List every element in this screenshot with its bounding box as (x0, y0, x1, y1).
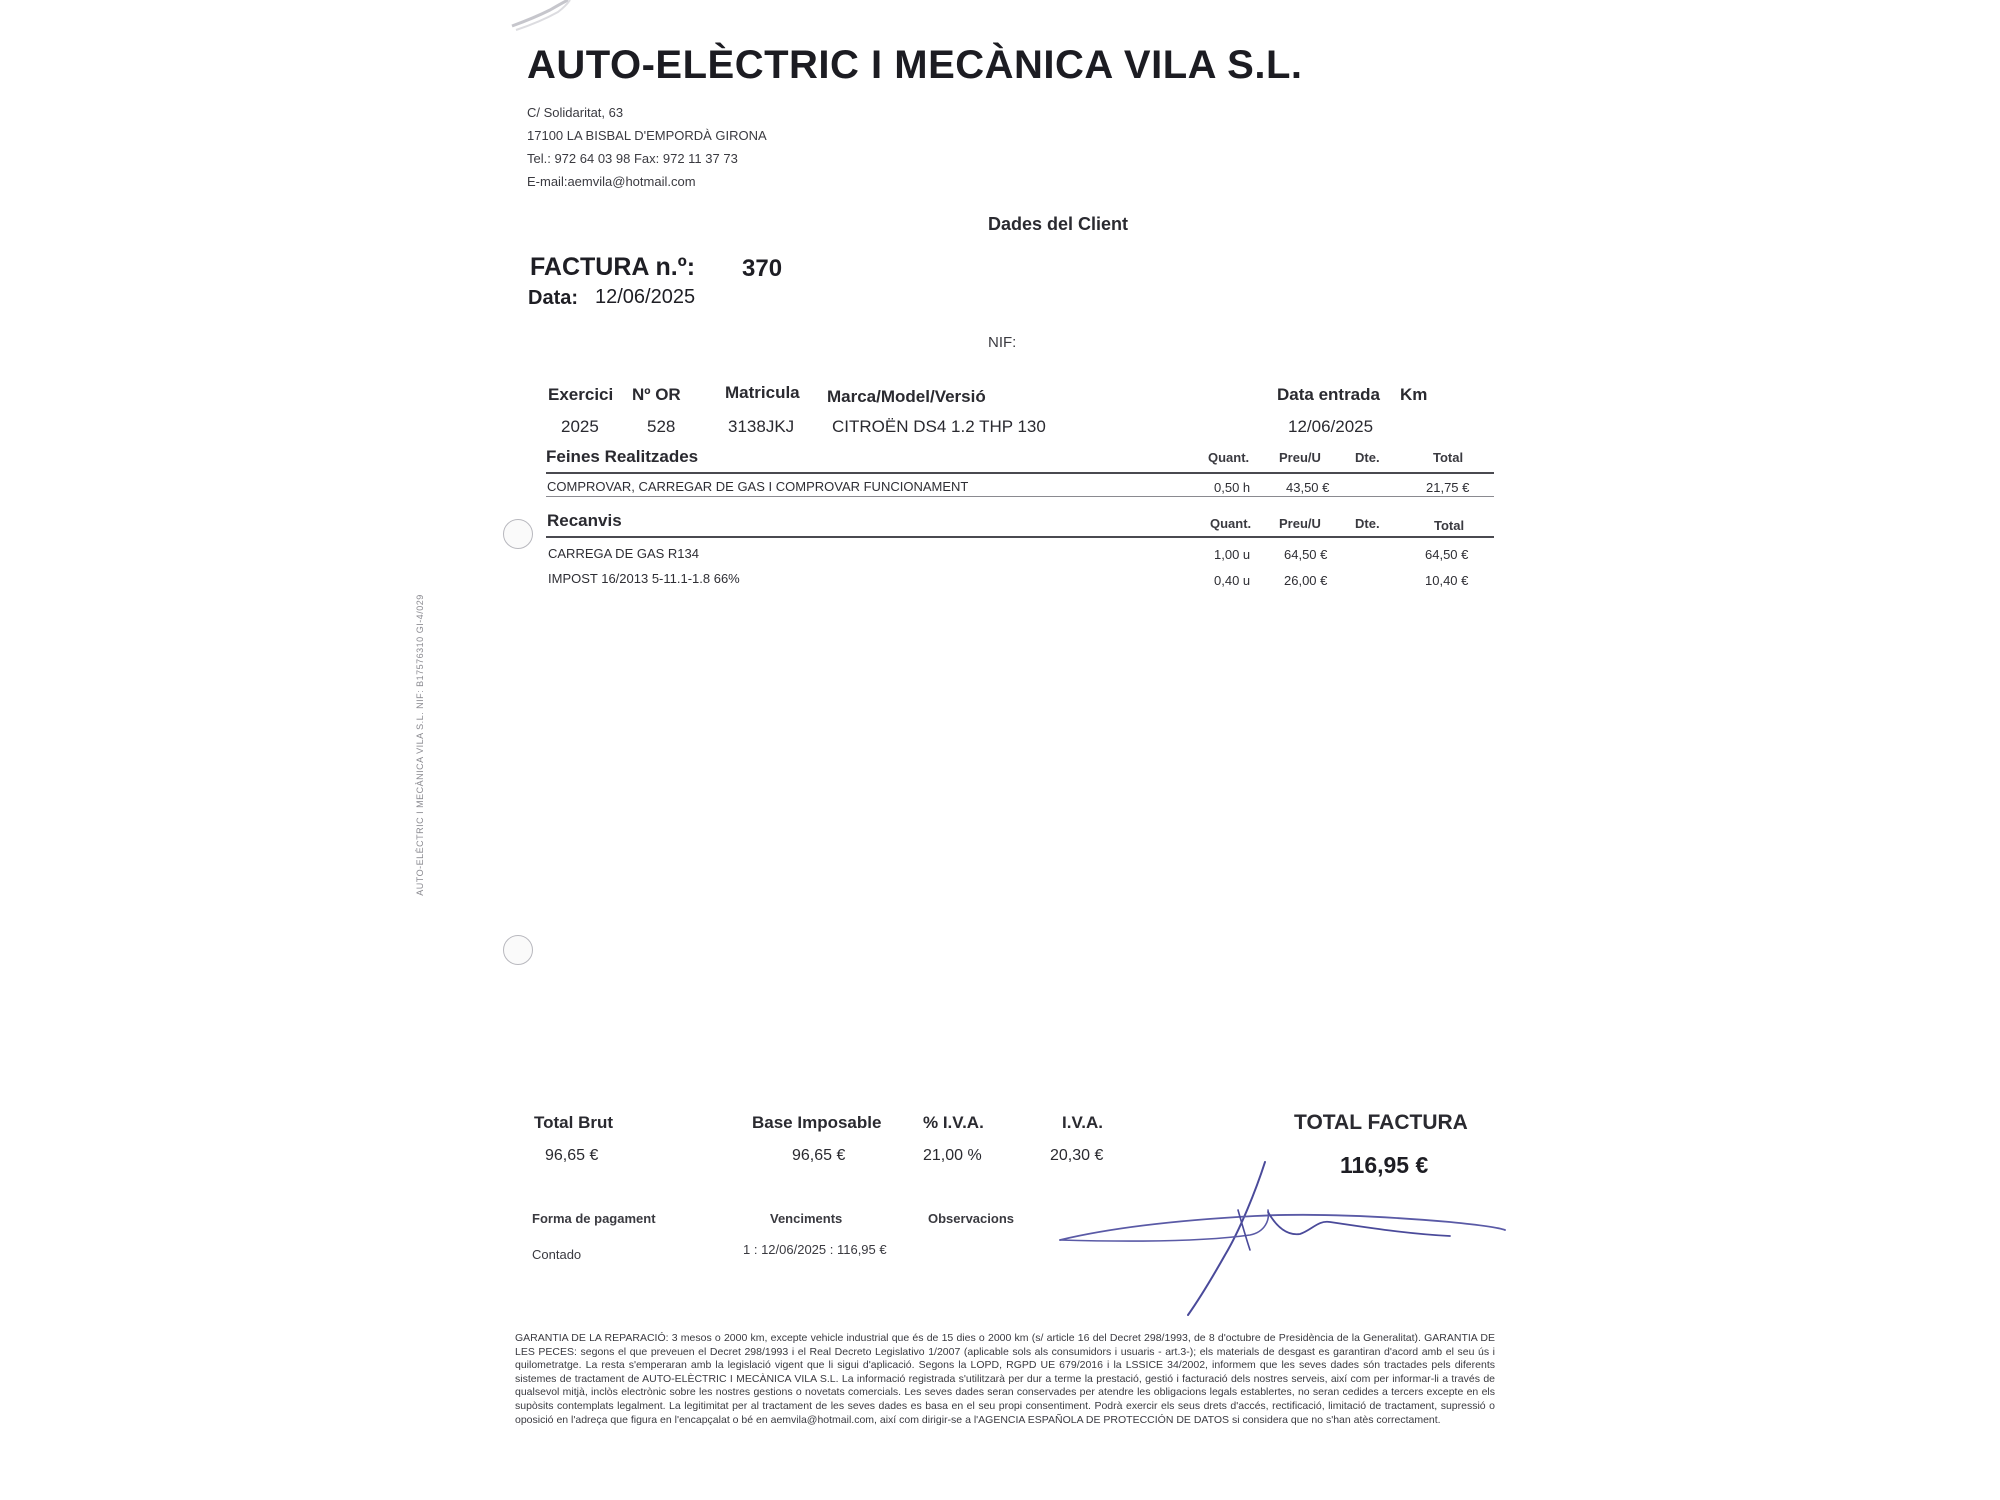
side-text-content: AUTO-ELÈCTRIC I MECÀNICA VILA S.L. NIF: B17576310 GI-4/029 (415, 594, 425, 896)
recanvis-row-total: 10,40 € (1425, 573, 1469, 588)
company-email: E-mail:aemvila@hotmail.com (527, 174, 696, 189)
iva-label: I.V.A. (1062, 1113, 1103, 1132)
invoice-number: 370 (742, 255, 783, 282)
vehicle-header-exercici: Exercici (548, 385, 614, 404)
recanvis-col-total: Total (1434, 518, 1465, 533)
legal-footer-text: GARANTIA DE LA REPARACIÓ: 3 mesos o 2000 km, excepte vehicle industrial que és de 15 dies o 2000 km (s/ article 16 del Decret 298/1993, de 8 d'octubre de Presidència de la Generalitat). GARANTIA DE LES PECES: segons el que preveuen el Decret 298/1993 i el Real Decreto Legislativo 1/2007 (aplicable sols als consumidors i usuaris - art.3-); els materials de desgast es garantiran d'acord amb el seu ús i quilometratge. La resta s'emperaran amb la legislació vigent que li sigui d'aplicació. Segons la LOPD, RGPD UE 679/2016 i la LSSICE 34/2002, informem que les seves dades són tractades pels diferents sistemes de tractament de AUTO-ELÈCTRIC I MECÀNICA VILA S.L. La informació registrada s'utilitzarà per dur a terme la prestació, gestió i facturació dels nostres serveis, així com per informar-li a través de qualsevol mitjà, inclòs electrònic sobre les nostres gestions o novetats comercials. Les seves dades seran conservades per atendre les obligacions legals establertes, no seran cedides a tercers excepte en els supòsits contemplats legalment. La legitimitat per al tractament de les seves dades es basa en el seu propi consentiment. Podrà exercir els seus drets d'accés, rectificació, limitació de tractament, supressió o oposició en l'adreça que figura en l'encapçalat o bé en aemvila@hotmail.com, així com dirigir-se a l'AGENCIA ESPAÑOLA DE PROTECCIÓN DE DATOS si considera que no s'han atès correctament. (515, 1332, 1495, 1426)
recanvis-header-rule (546, 536, 1494, 538)
vehicle-header-marca: Marca/Model/Versió (827, 387, 986, 406)
company-phone: Tel.: 972 64 03 98 Fax: 972 11 37 73 (527, 151, 738, 166)
vehicle-data-entrada: 12/06/2025 (1288, 417, 1374, 436)
recanvis-row-description: IMPOST 16/2013 5-11.1-1.8 66% (548, 571, 740, 586)
observacions-label: Observacions (928, 1211, 1014, 1226)
feines-row-rule (546, 496, 1494, 497)
invoice-number-label: FACTURA n.º: (530, 253, 696, 281)
iva-value: 20,30 € (1050, 1147, 1104, 1164)
feines-row-quant: 0,50 h (1214, 480, 1251, 495)
company-address-line1: C/ Solidaritat, 63 (527, 105, 624, 120)
vehicle-exercici: 2025 (561, 417, 599, 436)
recanvis-row-total: 64,50 € (1425, 547, 1469, 562)
recanvis-row-preu: 26,00 € (1284, 573, 1328, 588)
feines-title: Feines Realitzades (546, 447, 699, 466)
venciments-value: 1 : 12/06/2025 : 116,95 € (743, 1242, 887, 1257)
vehicle-header-matricula: Matricula (725, 383, 800, 402)
vehicle-header-data-entrada: Data entrada (1277, 385, 1380, 404)
recanvis-row-quant: 1,00 u (1214, 547, 1251, 562)
recanvis-row-preu: 64,50 € (1284, 547, 1328, 562)
feines-col-dte: Dte. (1355, 450, 1380, 465)
forma-pagament-label: Forma de pagament (532, 1211, 656, 1226)
signature (1050, 1150, 1510, 1320)
corner-fold-mark (510, 0, 600, 32)
invoice-date: 12/06/2025 (595, 286, 696, 308)
feines-header-rule (546, 472, 1494, 474)
feines-row-description: COMPROVAR, CARREGAR DE GAS I COMPROVAR FUNCIONAMENT (547, 479, 969, 494)
invoice-date-label: Data: (528, 287, 579, 309)
base-imposable-value: 96,65 € (792, 1147, 846, 1164)
feines-col-preu: Preu/U (1279, 450, 1321, 465)
vehicle-nor: 528 (647, 417, 676, 436)
feines-col-total: Total (1433, 450, 1464, 465)
punch-hole-top (503, 519, 533, 549)
recanvis-col-preu: Preu/U (1279, 516, 1321, 531)
iva-percent-value: 21,00 % (923, 1147, 982, 1164)
vehicle-matricula: 3138JKJ (728, 417, 795, 436)
feines-row-preu: 43,50 € (1286, 480, 1330, 495)
vehicle-marca: CITROËN DS4 1.2 THP 130 (832, 417, 1046, 436)
client-nif-label: NIF: (988, 334, 1017, 351)
total-factura-label: TOTAL FACTURA (1294, 1111, 1468, 1134)
company-name: AUTO-ELÈCTRIC I MECÀNICA VILA S.L. (527, 43, 1303, 87)
punch-hole-bottom (503, 935, 533, 965)
feines-col-quant: Quant. (1208, 450, 1250, 465)
feines-row-total: 21,75 € (1426, 480, 1470, 495)
forma-pagament-value: Contado (532, 1247, 582, 1262)
iva-percent-label: % I.V.A. (923, 1113, 984, 1132)
venciments-label: Venciments (770, 1211, 843, 1226)
vehicle-header-nor: Nº OR (632, 385, 681, 404)
recanvis-title: Recanvis (547, 511, 622, 530)
client-section-title: Dades del Client (988, 214, 1129, 234)
recanvis-row-quant: 0,40 u (1214, 573, 1251, 588)
company-address-line2: 17100 LA BISBAL D'EMPORDÀ GIRONA (527, 128, 767, 143)
total-factura-value: 116,95 € (1340, 1152, 1429, 1178)
recanvis-col-dte: Dte. (1355, 516, 1380, 531)
recanvis-col-quant: Quant. (1210, 516, 1252, 531)
total-brut-label: Total Brut (534, 1113, 614, 1132)
base-imposable-label: Base Imposable (752, 1113, 882, 1132)
vehicle-header-km: Km (1400, 385, 1428, 404)
total-brut-value: 96,65 € (545, 1147, 599, 1164)
recanvis-row-description: CARREGA DE GAS R134 (548, 546, 699, 561)
